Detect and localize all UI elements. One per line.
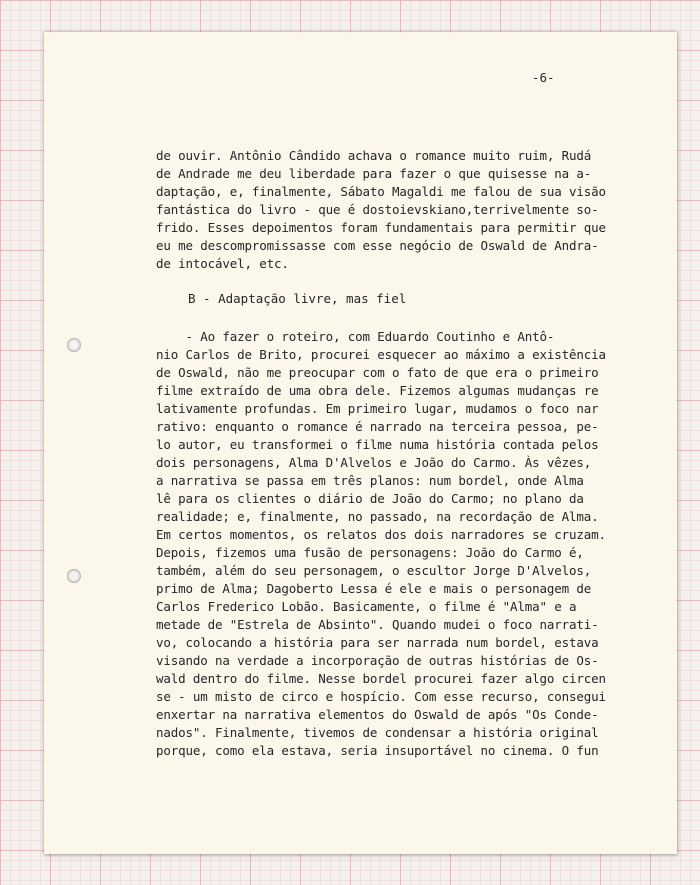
- text-line: filme extraído de uma obra dele. Fizemos algumas mudanças re: [156, 383, 599, 398]
- text-line: Em certos momentos, os relatos dos dois narradores se cruzam.: [156, 527, 606, 542]
- text-line: - Ao fazer o roteiro, com Eduardo Coutinho e Antô-: [156, 329, 555, 344]
- text-line: também, além do seu personagem, o escultor Jorge D'Alvelos,: [156, 563, 592, 578]
- text-line: wald dentro do filme. Nesse bordel procurei fazer algo circen: [156, 671, 606, 686]
- text-line: a narrativa se passa em três planos: num bordel, onde Alma: [156, 473, 584, 488]
- text-line: rativo: enquanto o romance é narrado na terceira pessoa, pe-: [156, 419, 599, 434]
- text-line: primo de Alma; Dagoberto Lessa é ele e mais o personagem de: [156, 581, 592, 596]
- text-line: de Andrade me deu liberdade para fazer o que quisesse na a-: [156, 166, 592, 181]
- text-line: de ouvir. Antônio Cândido achava o romance muito ruim, Rudá: [156, 148, 592, 163]
- page-number: -6-: [532, 70, 555, 85]
- text-line: de intocável, etc.: [156, 256, 289, 271]
- text-line: daptação, e, finalmente, Sábato Magaldi me falou de sua visão: [156, 184, 606, 199]
- text-line: metade de "Estrela de Absinto". Quando mudei o foco narrati-: [156, 617, 599, 632]
- text-line: nio Carlos de Brito, procurei esquecer ao máximo a existência: [156, 347, 606, 362]
- text-line: dois personagens, Alma D'Alvelos e João do Carmo. Às vêzes,: [156, 455, 592, 470]
- text-line: frido. Esses depoimentos foram fundamentais para permitir que: [156, 220, 606, 235]
- text-line: lativamente profundas. Em primeiro lugar, mudamos o foco nar: [156, 401, 599, 416]
- text-line: visando na verdade a incorporação de outras histórias de Os-: [156, 653, 599, 668]
- text-line: fantástica do livro - que é dostoievskiano,terrivelmente so-: [156, 202, 599, 217]
- text-line: de Oswald, não me preocupar com o fato de que era o primeiro: [156, 365, 599, 380]
- section-heading: B - Adaptação livre, mas fiel: [188, 291, 407, 306]
- punch-hole: [67, 569, 81, 583]
- text-line: realidade; e, finalmente, no passado, na recordação de Alma.: [156, 509, 599, 524]
- text-line: nados". Finalmente, tivemos de condensar a história original: [156, 725, 599, 740]
- text-line: Depois, fizemos uma fusão de personagens: João do Carmo é,: [156, 545, 584, 560]
- text-line: se - um misto de circo e hospício. Com esse recurso, consegui: [156, 689, 606, 704]
- text-line: eu me descompromissasse com esse negócio de Oswald de Andra-: [156, 238, 599, 253]
- text-line: Carlos Frederico Lobão. Basicamente, o filme é "Alma" e a: [156, 599, 577, 614]
- text-line: lo autor, eu transformei o filme numa história contada pelos: [156, 437, 599, 452]
- text-line: porque, como ela estava, seria insuportável no cinema. O fun: [156, 743, 599, 758]
- punch-hole: [67, 338, 81, 352]
- text-line: vo, colocando a história para ser narrada num bordel, estava: [156, 635, 599, 650]
- text-line: lê para os clientes o diário de João do Carmo; no plano da: [156, 491, 584, 506]
- text-line: enxertar na narrativa elementos do Oswald de após "Os Conde-: [156, 707, 599, 722]
